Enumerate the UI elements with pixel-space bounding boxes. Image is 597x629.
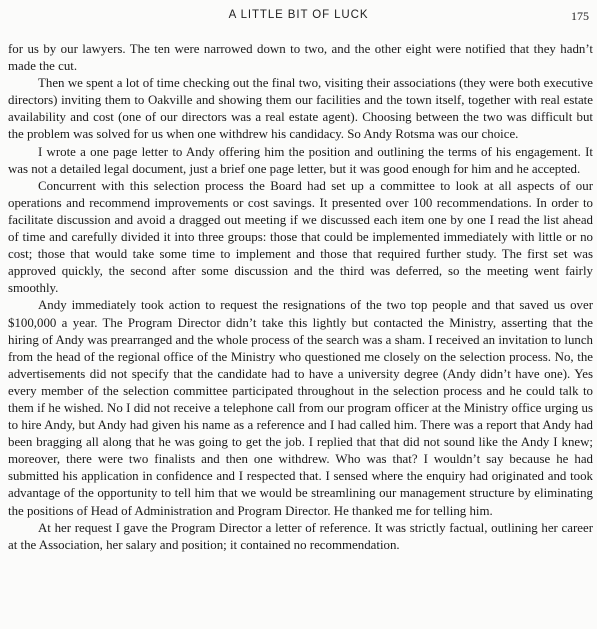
running-title: A LITTLE BIT OF LUCK — [228, 9, 369, 21]
paragraph: for us by our lawyers. The ten were narrowed down to two, and the other eight were notified that they hadn’t made the cut. — [8, 42, 593, 74]
page-number: 175 — [571, 9, 589, 23]
paragraph: I wrote a one page letter to Andy offering him the position and outlining the terms of his engagement. It was not a detailed legal document, just a brief one page letter, but it was good enough for him and he accepted. — [8, 144, 593, 176]
paragraph: Concurrent with this selection process the Board had set up a committee to look at all aspects of our operations and recommend improvements or cost savings. It presented over 100 recommendations. In order to facilitate discussion and avoid a dragged out meeting if we discussed each item one by one I read the list ahead of time and carefully divided it into three groups: those that could be implemented immediately with little or no cost; those that would take some time to implement and those that required further study. The first set was approved quickly, the second after some discussion and the third was deferred, so the meeting went fairly smoothly. — [8, 178, 593, 296]
paragraph: Then we spent a lot of time checking out the final two, visiting their associations (they were both executive directors) inviting them to Oakville and showing them our facilities and the town itself, together with real estate availability and cost (one of our directors was a real estate agent). Choosing between the two was difficult but the problem was solved for us when one withdrew his candidacy. So Andy Rotsma was our choice. — [8, 76, 593, 142]
paragraph: At her request I gave the Program Director a letter of reference. It was strictly factual, outlining her career at the Association, her salary and position; it contained no recommendation. — [8, 520, 593, 552]
body-text — [8, 41, 593, 554]
paragraph: Andy immediately took action to request the resignations of the two top people and that saved us over $100,000 a year. The Program Director didn’t take this lightly but contacted the Ministry, asserting that the hiring of Andy was prearranged and the whole process of the search was a sham. I received an invitation to lunch from the head of the regional office of the Ministry who questioned me closely on the selection process. No, the advertisements did not specify that the candidate had to have a university degree (Andy didn’t have one). Yes every member of the selection committee participated throughout in the selection process and he could talk to them if he wished. No I did not receive a telephone call from our program officer at the Ministry office urging us to hire Andy, but Andy had given his name as a reference and I had called him. There was a report that Andy had been bragging all along that he was going to get the job. I replied that that did not sound like the Andy I knew; moreover, there were two finalists and then one withdrew. Who was that? I wouldn’t say because he had submitted his application in confidence and I respected that. I sensed where the enquiry had originated and took advantage of the opportunity to tell him that we would be streamlining our management structure by eliminating the positions of Head of Administration and Program Director. He thanked me for telling him. — [8, 298, 593, 518]
running-header — [0, 9, 597, 25]
